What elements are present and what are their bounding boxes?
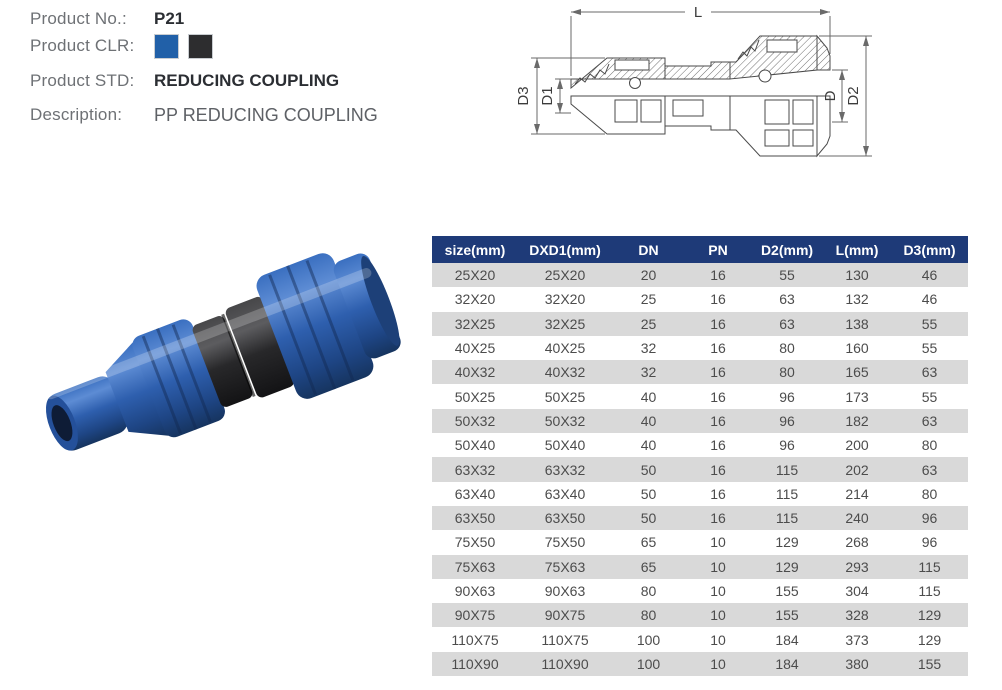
dim-label-d3: D3 <box>515 86 532 106</box>
table-cell: 10 <box>685 652 751 676</box>
table-row <box>432 336 968 360</box>
table-cell: 96 <box>751 409 823 433</box>
table-cell: 65 <box>612 555 685 579</box>
table-cell: 115 <box>891 555 968 579</box>
product-clr-label: Product CLR: <box>30 36 135 55</box>
table-cell: 115 <box>775 485 799 502</box>
table-cell: 182 <box>823 409 891 433</box>
spec-table-head <box>432 236 968 263</box>
table-cell: 96 <box>779 437 795 454</box>
table-cell: 63X32 <box>432 457 518 481</box>
table-cell: 80 <box>751 360 823 384</box>
table-cell: 63X32 <box>518 457 612 481</box>
table-header-row <box>432 236 968 263</box>
coupling-photo-graphic <box>20 242 412 486</box>
table-cell: 90X63 <box>544 583 586 599</box>
table-cell: 63X40 <box>454 485 496 502</box>
table-cell: 50X25 <box>454 388 496 405</box>
table-cell: 63X40 <box>544 485 586 502</box>
table-cell: 46 <box>921 291 938 308</box>
table-cell: 80 <box>640 583 657 599</box>
table-row <box>432 384 968 408</box>
table-cell: 55 <box>921 388 938 405</box>
table-cell: 304 <box>845 583 869 599</box>
table-cell: 75X50 <box>544 534 586 551</box>
table-cell: 40 <box>612 409 685 433</box>
table-cell: 63 <box>779 291 795 308</box>
table-cell: 16 <box>710 291 726 308</box>
table-row <box>432 506 968 530</box>
description-value: PP REDUCING COUPLING <box>154 104 378 125</box>
table-cell: 40X25 <box>454 340 496 357</box>
table-row <box>432 482 968 506</box>
table-cell: 50X32 <box>518 409 612 433</box>
table-cell: 96 <box>921 534 938 551</box>
color-swatch-blue <box>154 34 179 59</box>
table-row <box>432 579 968 603</box>
table-cell: 110X75 <box>451 631 499 648</box>
table-cell: 90X75 <box>518 603 612 627</box>
table-cell: 155 <box>891 652 968 676</box>
product-no-label: Product No.: <box>30 9 127 28</box>
table-cell: 115 <box>751 506 823 530</box>
color-swatch-black <box>188 34 213 59</box>
column-header: DXD1(mm) <box>518 236 612 263</box>
table-cell: 20 <box>612 263 685 287</box>
product-std-value: REDUCING COUPLING <box>154 71 340 90</box>
table-cell: 202 <box>823 457 891 481</box>
table-cell: 25 <box>640 291 657 308</box>
table-cell: 16 <box>685 263 751 287</box>
table-row <box>432 360 968 384</box>
table-row <box>432 287 968 311</box>
table-cell: 90X63 <box>454 583 496 599</box>
table-cell: 80 <box>779 340 795 357</box>
table-cell: 96 <box>891 506 968 530</box>
table-cell: 100 <box>636 631 661 648</box>
table-cell: 184 <box>775 631 799 648</box>
table-cell: 165 <box>823 360 891 384</box>
dim-label-l: L <box>693 4 703 21</box>
table-row <box>432 457 968 481</box>
table-cell: 160 <box>845 340 869 357</box>
table-cell: 129 <box>775 534 799 551</box>
table-cell: 380 <box>823 652 891 676</box>
table-cell: 32X25 <box>518 312 612 336</box>
table-cell: 110X75 <box>541 631 589 648</box>
table-row <box>432 433 968 457</box>
table-cell: 40X32 <box>518 360 612 384</box>
table-cell: 110X90 <box>432 652 518 676</box>
table-row <box>432 627 968 651</box>
table-cell: 129 <box>751 555 823 579</box>
table-cell: 50X32 <box>432 409 518 433</box>
column-header: D2(mm) <box>751 236 823 263</box>
table-cell: 75X63 <box>432 555 518 579</box>
table-cell: 63 <box>891 409 968 433</box>
table-cell: 173 <box>845 388 869 405</box>
table-row <box>432 603 968 627</box>
product-std-row <box>30 69 460 93</box>
table-cell: 65 <box>640 534 657 551</box>
description-row <box>30 103 460 127</box>
table-cell: 63 <box>891 360 968 384</box>
table-row <box>432 555 968 579</box>
column-header: L(mm) <box>823 236 891 263</box>
table-cell: 10 <box>710 583 726 599</box>
table-cell: 40 <box>640 437 657 454</box>
table-cell: 80 <box>921 437 938 454</box>
table-cell: 138 <box>823 312 891 336</box>
table-cell: 55 <box>751 263 823 287</box>
table-cell: 32 <box>640 340 657 357</box>
table-cell: 16 <box>710 388 726 405</box>
dim-label-d2: D2 <box>845 86 862 106</box>
dim-label-d1: D1 <box>539 86 556 106</box>
table-row <box>432 263 968 287</box>
table-cell: 328 <box>823 603 891 627</box>
table-cell: 129 <box>891 603 968 627</box>
table-cell: 200 <box>845 437 869 454</box>
table-cell: 80 <box>612 603 685 627</box>
table-cell: 63 <box>751 312 823 336</box>
column-header: DN <box>612 236 685 263</box>
table-cell: 10 <box>710 534 726 551</box>
table-cell: 90X75 <box>432 603 518 627</box>
table-cell: 130 <box>823 263 891 287</box>
table-cell: 115 <box>918 583 941 599</box>
product-no-row <box>30 7 460 31</box>
table-cell: 63 <box>891 457 968 481</box>
table-cell: 50X40 <box>454 437 496 454</box>
column-header: size(mm) <box>432 236 518 263</box>
table-cell: 115 <box>751 457 823 481</box>
column-header: PN <box>685 236 751 263</box>
table-cell: 32 <box>612 360 685 384</box>
table-cell: 10 <box>685 555 751 579</box>
technical-drawing <box>515 0 885 180</box>
table-cell: 50X25 <box>544 388 586 405</box>
table-cell: 240 <box>823 506 891 530</box>
coupling-section-drawing <box>515 0 885 180</box>
table-cell: 129 <box>917 631 942 648</box>
table-cell: 16 <box>710 437 726 454</box>
column-header: D3(mm) <box>891 236 968 263</box>
table-cell: 373 <box>845 631 869 648</box>
table-cell: 55 <box>921 340 938 357</box>
table-cell: 32X25 <box>432 312 518 336</box>
table-cell: 16 <box>685 409 751 433</box>
table-cell: 110X90 <box>518 652 612 676</box>
product-clr-row <box>30 33 460 59</box>
table-cell: 16 <box>710 340 726 357</box>
table-cell: 50 <box>640 485 657 502</box>
table-row <box>432 530 968 554</box>
table-cell: 50X40 <box>544 437 586 454</box>
table-cell: 155 <box>775 583 799 599</box>
product-info <box>30 7 460 127</box>
table-cell: 16 <box>685 360 751 384</box>
table-cell: 50 <box>612 457 685 481</box>
table-cell: 40X25 <box>544 340 586 357</box>
table-cell: 40 <box>640 388 657 405</box>
table-cell: 80 <box>921 485 938 502</box>
table-cell: 16 <box>685 312 751 336</box>
table-cell: 25X20 <box>432 263 518 287</box>
table-cell: 50 <box>612 506 685 530</box>
table-cell: 55 <box>891 312 968 336</box>
table-cell: 63X50 <box>432 506 518 530</box>
table-cell: 132 <box>845 291 869 308</box>
table-cell: 63X50 <box>518 506 612 530</box>
table-cell: 46 <box>891 263 968 287</box>
color-swatches <box>154 34 222 59</box>
spec-table-body <box>432 263 968 676</box>
table-cell: 100 <box>612 652 685 676</box>
table-cell: 40X32 <box>432 360 518 384</box>
product-photo <box>20 242 412 486</box>
table-cell: 75X63 <box>518 555 612 579</box>
table-cell: 25 <box>612 312 685 336</box>
dim-label-d: D <box>822 90 839 102</box>
table-cell: 293 <box>823 555 891 579</box>
table-row <box>432 312 968 336</box>
description-label: Description: <box>30 105 123 124</box>
table-cell: 16 <box>685 506 751 530</box>
spec-table <box>432 236 968 676</box>
table-cell: 32X20 <box>544 291 586 308</box>
product-std-label: Product STD: <box>30 71 135 90</box>
table-row <box>432 409 968 433</box>
table-cell: 268 <box>845 534 869 551</box>
table-cell: 184 <box>751 652 823 676</box>
product-no-value: P21 <box>154 9 185 28</box>
table-cell: 10 <box>710 631 726 648</box>
table-cell: 25X20 <box>518 263 612 287</box>
table-cell: 10 <box>685 603 751 627</box>
table-cell: 214 <box>845 485 869 502</box>
table-cell: 75X50 <box>454 534 496 551</box>
table-row <box>432 652 968 676</box>
table-cell: 16 <box>685 457 751 481</box>
table-cell: 155 <box>751 603 823 627</box>
table-cell: 96 <box>779 388 795 405</box>
table-cell: 16 <box>710 485 726 502</box>
table-cell: 32X20 <box>454 291 496 308</box>
